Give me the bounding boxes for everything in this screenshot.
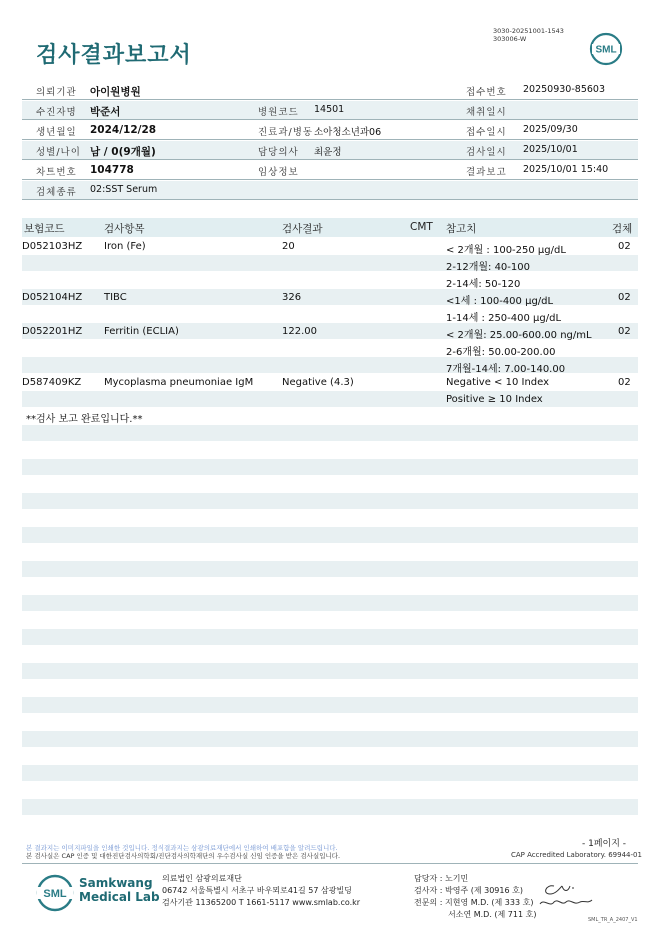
- row-band: [22, 629, 638, 645]
- brand-name-line1: Samkwang: [79, 876, 153, 890]
- row-band: [22, 731, 638, 747]
- result-reference: 2-6개월: 50.00-200.00: [446, 347, 556, 358]
- label-department: 진료과/병동: [258, 127, 314, 138]
- label-clinical-info: 임상정보: [258, 167, 299, 178]
- staff-row: [414, 885, 536, 897]
- result-item: Mycoplasma pneumoniae IgM: [104, 377, 254, 388]
- birth-date: 2024/12/28: [90, 124, 157, 136]
- test-date: 2025/10/01: [523, 144, 578, 155]
- info-row-3: [22, 121, 638, 140]
- organization-address: 06742 서울특별시 서초구 바우뫼로41길 57 삼광빌딩: [162, 886, 352, 895]
- row-band: [22, 527, 638, 543]
- result-specimen: 02: [618, 326, 631, 337]
- row-band: [22, 561, 638, 577]
- page-number: - 1페이지 -: [582, 839, 627, 849]
- handwritten-signature: [536, 880, 596, 910]
- result-specimen: 02: [618, 377, 631, 388]
- label-chart-number: 차트번호: [36, 167, 77, 178]
- document-id-1: 3030-20251001-1543: [493, 27, 564, 35]
- result-item: TIBC: [104, 292, 127, 303]
- result-reference: < 2개월: 25.00-600.00 ng/mL: [446, 330, 592, 341]
- staff-label: 담당자 :: [414, 874, 443, 883]
- sml-logo: [589, 32, 623, 66]
- result-value: 326: [282, 292, 302, 303]
- info-row-5: [22, 161, 638, 180]
- brand-name: [79, 876, 160, 904]
- result-specimen: 02: [618, 241, 631, 252]
- result-code: D052103HZ: [22, 241, 83, 252]
- footer-divider: [22, 863, 638, 864]
- row-band: [22, 459, 638, 475]
- staff-row: [414, 873, 536, 885]
- header-specimen: 검체: [612, 223, 633, 235]
- report-time: 2025/10/01 15:40: [523, 164, 609, 175]
- receipt-number: 20250930-85603: [523, 84, 606, 95]
- staff-label: 검사자 :: [414, 886, 443, 895]
- chart-number: 104778: [90, 164, 134, 176]
- result-value: Negative (4.3): [282, 377, 354, 388]
- label-requesting-institution: 의뢰기관: [36, 87, 77, 98]
- brand-name-line2: Medical Lab: [79, 890, 160, 904]
- label-collection-time: 채취일시: [466, 107, 507, 118]
- header-cmt: CMT: [410, 221, 433, 233]
- header-test-item: 검사항목: [104, 223, 145, 235]
- result-code: D052201HZ: [22, 326, 83, 337]
- result-reference: 2-14세: 50-120: [446, 279, 521, 290]
- results-header: [22, 218, 638, 237]
- row-band: [22, 255, 638, 271]
- result-item: Iron (Fe): [104, 241, 146, 252]
- doctor: 최윤정: [314, 147, 342, 158]
- row-band: [22, 663, 638, 679]
- result-reference: Positive ≥ 10 Index: [446, 394, 543, 405]
- header-reference: 참고치: [446, 223, 477, 235]
- staff-label: 전문의 :: [414, 898, 443, 907]
- info-row-2: [22, 101, 638, 120]
- result-code: D052104HZ: [22, 292, 83, 303]
- result-specimen: 02: [618, 292, 631, 303]
- staff-value: 노기민: [444, 874, 469, 883]
- document-id-2: 303006-W: [493, 35, 527, 43]
- result-reference: 2-12개월: 40-100: [446, 262, 530, 273]
- result-item: Ferritin (ECLIA): [104, 326, 179, 337]
- header-insurance-code: 보험코드: [24, 223, 65, 235]
- label-hospital-code: 병원코드: [258, 107, 299, 118]
- specimen-type: 02:SST Serum: [90, 184, 158, 195]
- row-band: [22, 799, 638, 815]
- row-band: [22, 595, 638, 611]
- result-reference: < 2개월 : 100-250 μg/dL: [446, 245, 566, 256]
- copy-notice: 본 결과지는 이미지파일을 인쇄한 것입니다. 정식결과지는 삼광의료재단에서 인쇄하여 배포함을 알려드립니다.: [26, 844, 338, 852]
- label-doctor: 담당의사: [258, 147, 299, 158]
- result-value: 20: [282, 241, 295, 252]
- staff-value: 박영주 (제 30916 호): [444, 886, 523, 895]
- staff-row: [414, 909, 536, 921]
- report-complete-note: **검사 보고 완료입니다.**: [26, 414, 143, 425]
- sex-age: 남 / 0(9개월): [90, 146, 156, 158]
- requesting-institution: 아이원병원: [90, 86, 141, 98]
- row-band: [22, 697, 638, 713]
- label-test-date: 검사일시: [466, 147, 507, 158]
- row-band: [22, 425, 638, 441]
- organization-contact: 검사기관 11365200 T 1661-5117 www.smlab.co.kr: [162, 898, 361, 907]
- label-patient-name: 수진자명: [36, 107, 77, 118]
- info-row-4: [22, 141, 638, 160]
- label-birth-date: 생년월일: [36, 127, 77, 138]
- result-reference: <1세 : 100-400 μg/dL: [446, 296, 554, 307]
- report-title: 검사결과보고서: [36, 43, 192, 68]
- hospital-code: 14501: [314, 104, 345, 115]
- row-band: [22, 391, 638, 407]
- staff-list: [414, 873, 536, 921]
- info-row-1: [22, 81, 638, 100]
- label-report-time: 결과보고: [466, 167, 507, 178]
- form-code: SML_TR_A_2407_V1: [588, 917, 638, 923]
- row-band: [22, 493, 638, 509]
- organization-name: 의료법인 삼광의료재단: [162, 874, 242, 883]
- result-reference: 7개월-14세: 7.00-140.00: [446, 364, 566, 375]
- staff-value: 서소연 M.D. (제 711 호): [448, 910, 537, 919]
- header-result: 검사결과: [282, 223, 323, 235]
- info-row-6: [22, 181, 638, 200]
- row-band: [22, 765, 638, 781]
- label-specimen-type: 검체종류: [36, 187, 77, 198]
- result-code: D587409KZ: [22, 377, 82, 388]
- staff-row: [414, 897, 536, 909]
- cap-accreditation: CAP Accredited Laboratory. 69944-01: [511, 851, 642, 859]
- result-value: 122.00: [282, 326, 317, 337]
- sml-logo-text: SML: [595, 44, 617, 56]
- label-receipt-date: 접수일시: [466, 127, 507, 138]
- patient-name: 박준서: [90, 106, 121, 118]
- department: 소아청소년과06: [314, 127, 382, 138]
- receipt-date: 2025/09/30: [523, 124, 578, 135]
- certification-notice: 본 검사실은 CAP 인증 및 대한진단검사의학회/진단검사의학재단의 우수검사실 신임 인증을 받은 검사실입니다.: [26, 852, 341, 860]
- result-reference: 1-14세 : 250-400 μg/dL: [446, 313, 562, 324]
- organization-info: [162, 873, 360, 909]
- document-ids: [493, 27, 564, 43]
- label-receipt-number: 접수번호: [466, 87, 507, 98]
- samkwang-logo-text: SML: [43, 888, 67, 900]
- label-sex-age: 성별/나이: [36, 147, 81, 158]
- result-reference: Negative < 10 Index: [446, 377, 550, 388]
- staff-value: 지현영 M.D. (제 333 호): [444, 898, 534, 907]
